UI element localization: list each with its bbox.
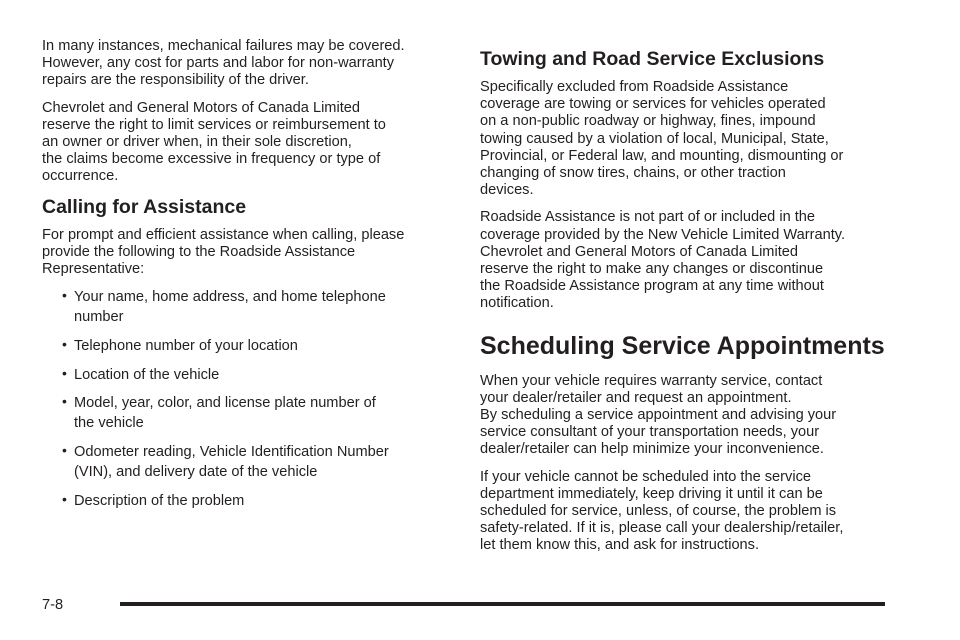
list-item bbox=[62, 394, 460, 434]
list-item-text: Telephone number of your location bbox=[74, 337, 298, 354]
heading-towing-exclusions: Towing and Road Service Exclusions bbox=[480, 48, 825, 70]
list-item bbox=[62, 288, 460, 328]
list-item-text: Odometer reading, Vehicle Identification Number (VIN), and delivery date of the vehicle bbox=[74, 444, 389, 480]
list-item-text: Location of the vehicle bbox=[74, 366, 220, 383]
paragraph-excluded-coverage: Specifically excluded from Roadside Assistance coverage are towing or services for vehicles operated on a non-public roadway or highway, fines, impound towing caused by a violation of local, Municipal, State, Provincial, or Federal law, and mounting, dismounting or changing of snow tires, chains, or other traction devices. bbox=[480, 79, 844, 199]
footer-divider bbox=[120, 602, 885, 606]
paragraph-prompt-assistance: For prompt and efficient assistance when calling, please provide the following to the Roadside Assistance Representative: bbox=[42, 226, 405, 278]
left-column bbox=[42, 38, 460, 520]
page-number: 7-8 bbox=[42, 597, 64, 613]
bullet-icon: • bbox=[62, 364, 67, 381]
assistance-info-list bbox=[42, 288, 460, 511]
bullet-icon: • bbox=[62, 490, 67, 507]
list-item bbox=[62, 337, 460, 357]
paragraph-warranty-service: When your vehicle requires warranty service, contact your dealer/retailer and request an appointment. By scheduling a service appointment and advising your service consultant of your transportation needs, your dealer/retailer can help minimize your inconvenience. bbox=[480, 372, 837, 458]
list-item-text: Model, year, color, and license plate number of the vehicle bbox=[74, 395, 376, 432]
paragraph-not-part-of-warranty: Roadside Assistance is not part of or included in the coverage provided by the New Vehicle Limited Warranty. Chevrolet and General Motors of Canada Limited reserve the right to make any changes or discontinue the Roadside Assistance program at any time without notification. bbox=[480, 209, 846, 312]
heading-calling-for-assistance: Calling for Assistance bbox=[42, 195, 247, 218]
paragraph-cannot-be-scheduled: If your vehicle cannot be scheduled into the service department immediately, keep driving it until it can be scheduled for service, unless, of course, the problem is safety-related. If it is, please call your dealership/retailer, let them know this, and ask for instructions. bbox=[480, 468, 844, 554]
list-item-text: Your name, home address, and home telephone number bbox=[74, 289, 386, 326]
section-title-scheduling: Scheduling Service Appointments bbox=[480, 331, 885, 360]
paragraph-mechanical-failures: In many instances, mechanical failures may be covered. However, any cost for parts and labor for non-warranty repairs are the responsibility of the driver. bbox=[42, 38, 405, 89]
bullet-icon: • bbox=[62, 442, 67, 459]
bullet-icon: • bbox=[62, 287, 67, 304]
list-item bbox=[62, 492, 460, 512]
list-item bbox=[62, 366, 460, 386]
paragraph-reserve-right: Chevrolet and General Motors of Canada Limited reserve the right to limit services or reimbursement to an owner or driver when, in their sole discretion, the claims become excessive in frequency or type of occurrence. bbox=[42, 99, 386, 185]
list-item-text: Description of the problem bbox=[74, 492, 245, 509]
list-item bbox=[62, 443, 460, 483]
bullet-icon: • bbox=[62, 393, 67, 410]
bullet-icon: • bbox=[62, 335, 67, 352]
right-column bbox=[480, 48, 902, 565]
